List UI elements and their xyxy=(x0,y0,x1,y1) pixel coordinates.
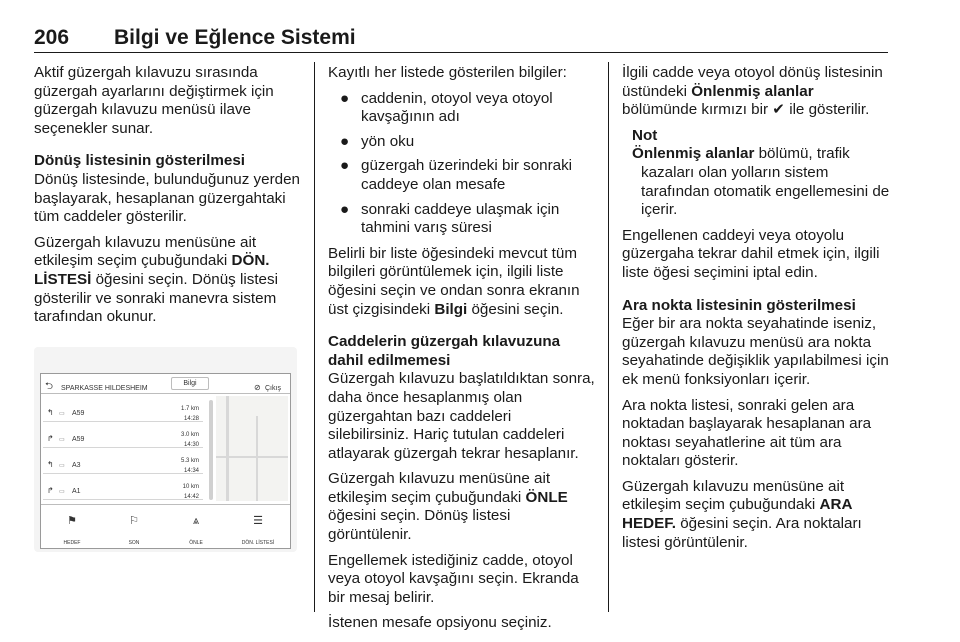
paragraph: Eğer bir ara nokta seyahatinde iseniz, güzergah kılavuzu menüsü ara nokta seyahatinde değişiklik yapılabilmesi için ek menü fonksiyonları içerir. xyxy=(622,315,889,388)
paragraph: Engellemek istediğiniz cadde, otoyol veya otoyol kavşağını seçin. Ekranda bir mesaj belirir. xyxy=(328,551,579,606)
text: öğesini seçin. xyxy=(467,300,564,318)
menu-term: DÖN. LİSTESİ xyxy=(34,252,270,288)
flag-icon: ⚑ xyxy=(67,514,77,527)
info-tab: Bilgi xyxy=(171,377,209,390)
text: İlgili cadde veya otoyol dönüş listesinin üstündeki xyxy=(622,64,883,100)
paragraph xyxy=(34,234,304,327)
arrival-time: 14:28 xyxy=(183,415,199,422)
paragraph xyxy=(328,245,596,319)
column-divider xyxy=(608,62,609,612)
turn-arrow-icon: ↱ xyxy=(47,433,54,443)
column-1 xyxy=(34,64,304,552)
turn-list-screenshot xyxy=(34,347,297,552)
list-item-text: güzergah üzerindeki bir sonraki caddeye olan mesafe xyxy=(361,157,573,193)
intro-paragraph: Aktif güzergah kılavuzu sırasında güzergah ayarlarını değiştirmek için güzergah kılavuzu menüsü ilave seçenekler sunar. xyxy=(34,64,274,137)
interaction-selector-bar xyxy=(41,504,290,548)
distance: 10 km xyxy=(182,483,199,490)
text: öğesini seçin. Dönüş listesi görüntülenir. xyxy=(328,507,511,544)
text: Güzergah kılavuzu menüsüne ait etkileşim seçim çubuğundaki xyxy=(328,470,551,506)
table-row xyxy=(43,448,203,474)
road-name: A1 xyxy=(72,487,81,495)
motorway-icon: ▭ xyxy=(59,462,65,469)
table-row xyxy=(43,396,203,422)
menu-term: ARA HEDEF. xyxy=(622,496,852,533)
text: öğesini seçin. Dönüş listesi gösterilir ve sonraki manevra sistem tarafından okunur. xyxy=(34,270,278,326)
road-name: A59 xyxy=(72,409,85,417)
destination-title: SPARKASSE HILDESHEIM xyxy=(61,384,148,392)
button-label: ÖNLE xyxy=(189,540,203,547)
road-icon: ⩓ xyxy=(192,514,200,527)
column-3 xyxy=(622,64,892,559)
paragraph xyxy=(622,64,892,120)
text: Güzergah kılavuzu menüsüne ait etkileşim seçim çubuğundaki xyxy=(34,233,257,270)
chapter-title: Bilgi ve Eğlence Sistemi xyxy=(114,26,356,49)
turn-arrow-icon: ↱ xyxy=(47,485,54,495)
exit-icon: ⊘ xyxy=(254,382,261,392)
paragraph: Engellenen caddeyi veya otoyolu güzergaha tekrar dahil etmek için, ilgili liste öğesi seçimini iptal edin. xyxy=(622,226,880,281)
button-label: DÖN. LİSTESİ xyxy=(241,540,275,547)
turn-list xyxy=(43,396,203,500)
back-icon: ⮌ xyxy=(45,380,54,392)
map-road xyxy=(256,416,258,501)
table-row xyxy=(43,422,203,448)
road-name: A59 xyxy=(72,435,85,443)
table-row xyxy=(43,474,203,500)
header-rule xyxy=(34,52,888,53)
note-box xyxy=(622,127,892,220)
menu-term: Bilgi xyxy=(434,300,468,318)
distance: 3.0 km xyxy=(180,431,199,438)
scrollbar xyxy=(209,400,213,500)
distance: 1.7 km xyxy=(180,405,199,412)
text: bölümü, trafik kazaları olan yolların sistem tarafından otomatik engellemesini de içerir. xyxy=(641,145,890,219)
motorway-icon: ▭ xyxy=(59,488,65,495)
section-heading: Ara nokta listesinin gösterilmesi xyxy=(622,296,856,314)
list-item xyxy=(328,201,596,238)
list-item xyxy=(328,90,596,127)
paragraph xyxy=(622,478,892,552)
arrival-time: 14:42 xyxy=(183,493,199,500)
infotainment-screen xyxy=(40,373,291,549)
paragraph: İstenen mesafe opsiyonu seçiniz. xyxy=(328,614,552,632)
map-preview xyxy=(216,396,288,501)
screen-title-bar xyxy=(41,374,290,394)
paragraph: Dönüş listesinde, bulunduğunuz yerden başlayarak, hesaplanan güzergahtaki tüm caddeler gösterilir. xyxy=(34,170,300,226)
bullet-icon: ● xyxy=(340,157,350,175)
intro-paragraph: Kayıtlı her listede gösterilen bilgiler: xyxy=(328,64,567,81)
arrival-time: 14:30 xyxy=(183,441,199,448)
motorway-icon: ▭ xyxy=(59,410,65,417)
text: Güzergah kılavuzu menüsüne ait etkileşim seçim çubuğundaki xyxy=(622,477,845,514)
paragraph: Ara nokta listesi, sonraki gelen ara noktadan başlayarak hesaplanan ara noktası seyahatlerine ait tüm ara noktaları gösterir. xyxy=(622,396,872,470)
note-label: Not xyxy=(632,126,658,144)
text: bölümünde kırmızı bir ✔ ile gösterilir. xyxy=(622,101,870,119)
menu-term: Önlenmiş alanlar xyxy=(691,82,814,100)
list-icon: ☰ xyxy=(253,514,263,527)
road-name: A3 xyxy=(72,461,81,469)
bullet-icon: ● xyxy=(340,132,350,150)
bullet-icon: ● xyxy=(340,200,350,218)
text: öğesini seçin. Ara noktaları listesi görüntülenir. xyxy=(622,515,862,551)
list-item-text: yön oku xyxy=(361,132,415,150)
paragraph: Güzergah kılavuzu başlatıldıktan sonra, daha önce hesaplanmış olan güzergahtan bazı caddeleri silebilirsiniz. Hariç tutulan caddeleri atlayarak güzergah tekrar hesaplanır. xyxy=(328,370,595,462)
list-item xyxy=(328,133,596,152)
motorway-icon: ▭ xyxy=(59,436,65,443)
arrival-time: 14:34 xyxy=(183,467,199,474)
column-2 xyxy=(328,64,596,640)
button-label: SON xyxy=(128,540,140,547)
exit-label: Çıkış xyxy=(265,384,281,392)
column-divider xyxy=(314,62,315,612)
note-text xyxy=(632,145,892,219)
info-list xyxy=(328,90,596,238)
map-road xyxy=(216,456,288,458)
menu-term: Önlenmiş alanlar xyxy=(632,145,755,163)
turn-list-button xyxy=(227,505,289,549)
text: Belirli bir liste öğesindeki mevcut tüm bilgileri görüntülemek için, ilgili liste öğesini seçin ve ondan sonra ekranın üst çizgisindeki xyxy=(328,244,580,318)
list-item-text: sonraki caddeye ulaşmak için tahmini varış süresi xyxy=(361,200,560,237)
distance: 5.3 km xyxy=(180,457,199,464)
page-header xyxy=(34,26,888,54)
turn-arrow-icon: ↰ xyxy=(47,407,54,417)
button-label: HEDEF xyxy=(63,540,81,547)
bullet-icon: ● xyxy=(340,89,350,107)
destination-button xyxy=(41,505,103,549)
section-heading: Caddelerin güzergah kılavuzuna dahil edilmemesi xyxy=(328,333,561,369)
avoid-button xyxy=(165,505,227,549)
page-number: 206 xyxy=(34,26,70,49)
map-road xyxy=(226,396,229,501)
end-button xyxy=(103,505,165,549)
paragraph xyxy=(328,470,596,544)
turn-arrow-icon: ↰ xyxy=(47,459,54,469)
menu-term: ÖNLE xyxy=(525,488,568,506)
list-item-text: caddenin, otoyol veya otoyol kavşağının adı xyxy=(361,89,553,126)
end-flag-icon: ⚐ xyxy=(129,514,139,527)
section-heading: Dönüş listesinin gösterilmesi xyxy=(34,152,245,170)
list-item xyxy=(328,157,596,194)
